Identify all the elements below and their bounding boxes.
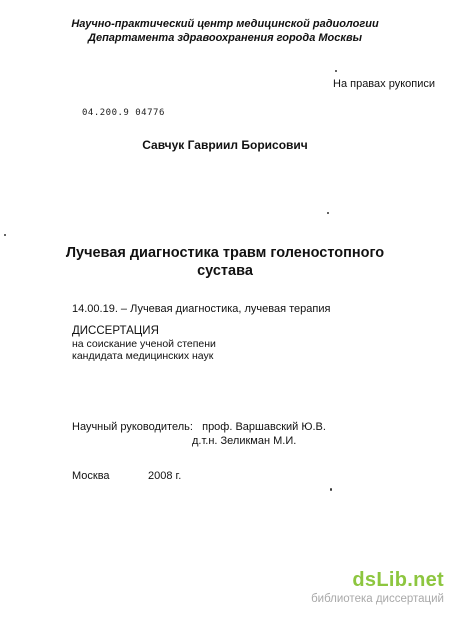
dissertation-title (0, 244, 450, 280)
scan-speck (4, 234, 6, 236)
scan-speck (335, 70, 337, 72)
watermark (311, 569, 444, 607)
title-line-2: сустава (197, 263, 253, 279)
title-line-1: Лучевая диагностика травм голеностопного (65, 245, 385, 261)
scan-speck (327, 212, 329, 214)
dissertation-block (72, 325, 216, 362)
degree-line-1: на соискание ученой степени (72, 338, 216, 350)
advisor-secondary: д.т.н. Зеликман М.И. (192, 435, 297, 447)
specialty-code: 14.00.19. – Лучевая диагностика, лучевая терапия (72, 303, 331, 315)
dissertation-heading: ДИССЕРТАЦИЯ (72, 325, 159, 337)
watermark-logo: dsLib.net (352, 569, 444, 591)
registration-number: 04.200.9 04776 (82, 108, 165, 118)
institution-line-2: Департамента здравоохранения города Москвы (88, 32, 362, 44)
advisor-label: Научный руководитель: (72, 421, 193, 433)
city: Москва (72, 470, 110, 482)
manuscript-note: На правах рукописи (333, 78, 435, 90)
institution-header (0, 17, 450, 45)
scan-speck (330, 488, 332, 491)
author-name: Савчук Гавриил Борисович (142, 138, 308, 152)
institution-line-1: Научно-практический центр медицинской радиологии (71, 18, 379, 30)
advisor-line (72, 421, 326, 433)
advisor-primary: проф. Варшавский Ю.В. (202, 421, 326, 433)
degree-line-2: кандидата медицинских наук (72, 350, 214, 362)
watermark-caption: библиотека диссертаций (311, 593, 444, 605)
year: 2008 г. (148, 470, 182, 482)
